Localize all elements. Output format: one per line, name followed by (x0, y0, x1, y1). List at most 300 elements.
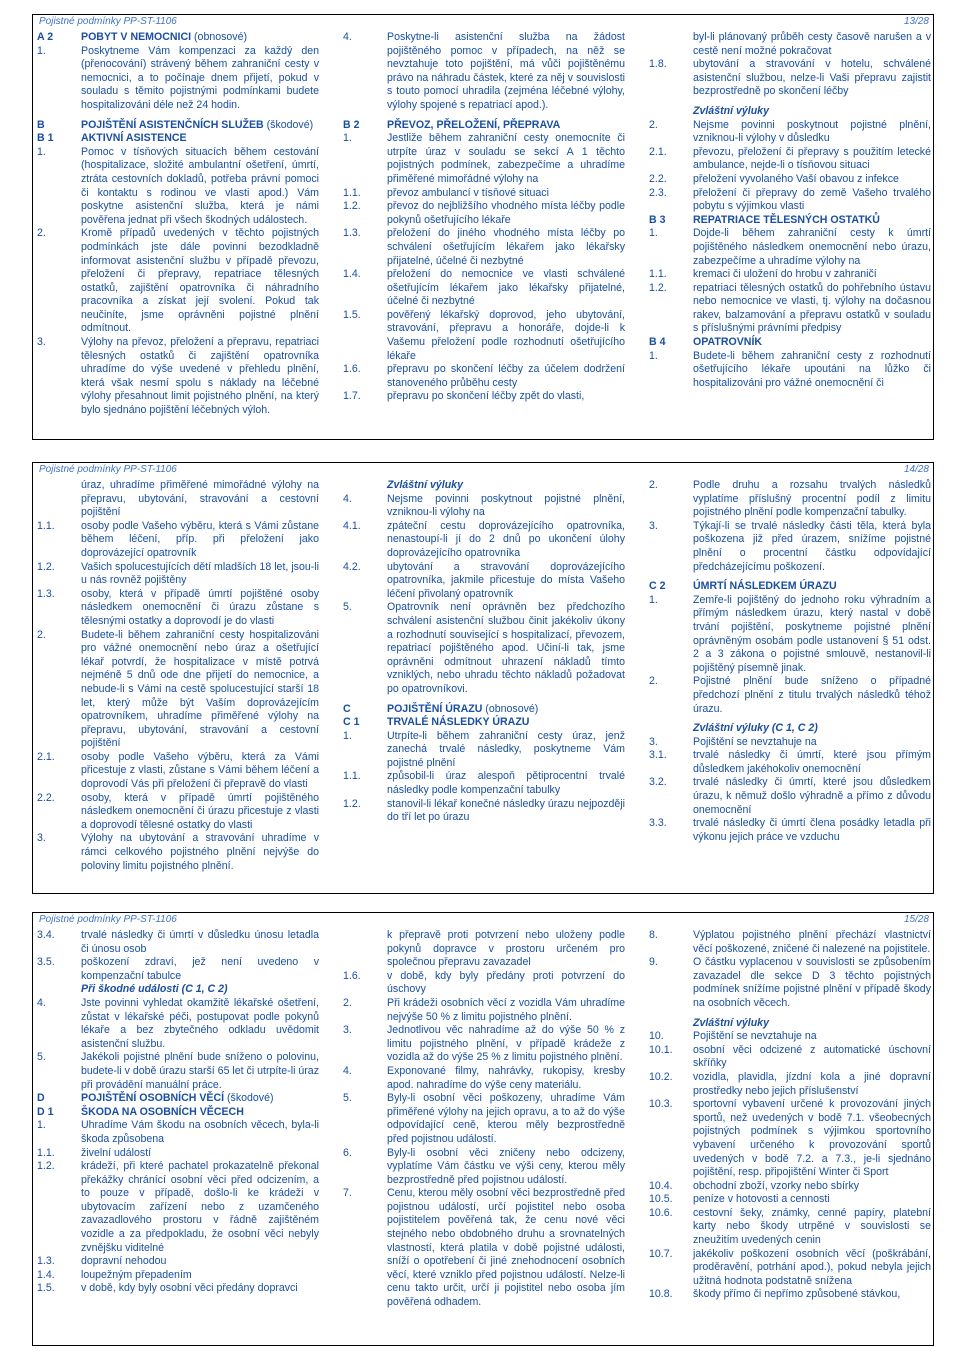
clause-text (387, 363, 625, 390)
clause-number: 4. (37, 996, 46, 1009)
clause-text (387, 479, 625, 493)
insurance-type-note: (škodové) (263, 118, 314, 131)
clause-text (693, 520, 931, 574)
clause-number: 1.3. (343, 227, 361, 240)
clause-text (387, 390, 625, 404)
clause-number: 1. (343, 729, 352, 742)
clause-text-main: Opatrovník není oprávněn bez předchozího schválení asistenční službou činit jakékoliv úkony a rozhodnutí související s hospitalizací, převozem, repatriací pojištěného apod. Učiní-li tak, jsme oprávněni odmítnout uhrazení nákladů tímto vzniklých, nebo uhradu těchto nákladů požadovat po opatrovníkovi. (387, 601, 625, 695)
clause (343, 520, 625, 561)
subsection-heading (649, 105, 931, 119)
clause (649, 1193, 931, 1207)
column-3 (649, 31, 931, 390)
page-header (33, 913, 933, 927)
clause-text-main: Dojde-li během zahraniční cesty k úmrtí pojištěného následkem onemocnění nebo úrazu, zabezpečíme a uhradíme výlohy na (693, 227, 931, 267)
clause (649, 58, 931, 99)
page-number: 14/28 (903, 464, 929, 475)
clause-number: 1. (649, 227, 658, 240)
clause-text-main: ŠKODA NA OSOBNÍCH VĚCECH (81, 1105, 244, 1118)
clause-text (693, 736, 931, 750)
clause-number: C 2 (649, 580, 666, 593)
clause-number: 1. (649, 349, 658, 362)
clause-text (693, 1017, 931, 1031)
clause-text-main: Pomoc v tísňových situacích během cestování (hospitalizace, složité ambulantní ošetření, úmrtí, ztráta cestovních dokladů, potřeba právní pomoci či kontaktu s rodinou ve vlasti apod.) Vám poskytne asistenční služba, která je námi pověřena jednat při všech škodných událostech. (81, 145, 319, 226)
clause-text (81, 132, 319, 146)
clause-number (649, 1017, 693, 1031)
clause-text-main: dopravní nehodou (81, 1255, 167, 1268)
clause-text-main: Pojištění se nevztahuje na (693, 735, 817, 748)
clause-text (693, 675, 931, 716)
clause-text (693, 1207, 931, 1248)
clause-text-main: zpáteční cestu doprovázejícího opatrovníka, nenastoupí-li jí do 2 dnů po ukončení úlohy doprovázejícího opatrovníka (387, 519, 625, 559)
clause-number: 1.1. (37, 1146, 55, 1159)
clause (37, 997, 319, 1051)
clause-number: 10.3. (649, 1098, 673, 1111)
clause-text (387, 1092, 625, 1146)
clause-text (387, 703, 625, 717)
clause-number: 1. (37, 145, 46, 158)
clause (343, 1187, 625, 1309)
clause-text (693, 1288, 931, 1302)
clause-text (693, 227, 931, 268)
clause (649, 31, 931, 58)
clause-text (693, 31, 931, 58)
clause-text-main: OPATROVNÍK (693, 336, 763, 349)
clause-text (387, 1065, 625, 1092)
clause-text-main: POBYT V NEMOCNICI (81, 31, 192, 43)
clause-number: 7. (343, 1187, 352, 1200)
clause-text (387, 309, 625, 363)
clause-text (693, 929, 931, 956)
clause-text (387, 132, 625, 186)
clause-number: 3.5. (37, 956, 55, 969)
clause-number: 3. (343, 1024, 352, 1037)
clause-text (387, 798, 625, 825)
clause-number: 4. (343, 31, 352, 43)
clause-text-main: Budete-li během zahraniční cesty z rozhodnutí ošetřujícího lékaře upoutáni na lůžko či hospitalizováni pro vážné onemocnění či (693, 349, 931, 389)
clause (343, 309, 625, 363)
clause-text-main: Byly-li osobní věci poškozeny, uhradíme Vám přiměřené výlohy na jejich opravu, a to až do výše odpovídající ceně, kterou měly bezprostředně před pojistnou událostí. (387, 1092, 625, 1145)
clause-number: 2. (343, 996, 352, 1009)
clause (343, 132, 625, 186)
column-3 (649, 929, 931, 1302)
clause-number: C 1 (343, 716, 360, 729)
clause-text-main: Zvláštní výluky (387, 479, 463, 491)
column-1 (37, 479, 319, 873)
clause (649, 173, 931, 187)
clause-text-main: Výlohy na ubytování a stravování uhradíme v rámci celkového pojistného plnění nejvýše do poloviny limitu pojistného plnění. (81, 832, 319, 872)
clause-number: B 1 (37, 132, 54, 145)
clause-text (387, 1187, 625, 1309)
clause-text (387, 31, 625, 113)
clause-number: B (37, 118, 45, 131)
clause-number: 1.2. (37, 1160, 55, 1173)
clause-text-main: trvalé následky či úmrtí, které jsou přímým důsledkem jakéhokoliv onemocnění (693, 749, 931, 775)
clause-text-main: loupežným přepadením (81, 1268, 192, 1281)
clause-text-main: kremaci či uložení do hrobu v zahraničí (693, 268, 877, 281)
clause (649, 817, 931, 844)
clause-text (693, 105, 931, 119)
clause (649, 268, 931, 282)
clause-text (693, 58, 931, 99)
clause-number: 1.5. (343, 308, 361, 321)
clause-text (81, 1119, 319, 1146)
clause (37, 1269, 319, 1283)
clause-text (81, 520, 319, 561)
clause (649, 146, 931, 173)
clause-text-main: k přepravě proti potvrzení nebo uloženy podle pokynů dopravce v prostoru určeném pro společnou přepravu zavazadel (387, 929, 625, 969)
clause (343, 31, 625, 113)
clause (37, 588, 319, 629)
clause-text (693, 594, 931, 676)
clause (37, 561, 319, 588)
clause-number: 1. (37, 1119, 46, 1132)
clause-number: 2. (649, 479, 658, 491)
clause-number: 3.4. (37, 929, 55, 941)
clause-text (81, 751, 319, 792)
column-2 (343, 479, 625, 825)
clause (343, 200, 625, 227)
clause-text (81, 1051, 319, 1092)
clause-text (693, 214, 931, 228)
clause-number: 1.3. (37, 587, 55, 600)
section-heading (649, 580, 931, 594)
clause-number: 1. (37, 44, 46, 57)
clause-number: 1.8. (649, 58, 667, 71)
clause-text-main: Podle druhu a rozsahu trvalých následků vyplatíme příslušný procentní podíl z limitu pojistného plnění podle kompenzační tabulky. (693, 479, 931, 519)
clause (649, 119, 931, 146)
clause-text-main: obchodní zboží, vzorky nebo sbírky (693, 1179, 860, 1192)
clause-number: 3.2. (649, 776, 667, 789)
page-header (33, 463, 933, 477)
clause-number (649, 722, 693, 736)
clause-number (343, 479, 387, 493)
clause-number: 10.4. (649, 1179, 673, 1192)
clause (343, 561, 625, 602)
clause-text-main: osobní věci odcizené z automatické úschovní skříňky (693, 1043, 931, 1070)
clause (649, 1030, 931, 1044)
clause-text-main: živelní událostí (81, 1146, 152, 1159)
clause-text (387, 187, 625, 201)
section-heading (37, 119, 319, 133)
clause-number: 1.7. (343, 390, 361, 403)
clause-number: D (37, 1092, 45, 1105)
clause-text-main: REPATRIACE TĚLESNÝCH OSTATKŮ (693, 213, 880, 226)
clause-text-main: Uhradíme Vám škodu na osobních věcech, byla-li škoda způsobena (81, 1119, 319, 1145)
clause-number: 1.2. (343, 797, 361, 810)
subsection-heading (649, 722, 931, 736)
clause (649, 736, 931, 750)
clause-number: 8. (649, 929, 658, 941)
clause-text (693, 336, 931, 350)
clause-text-main: osoby, která v případě úmrtí pojištěného následkem onemocnění či úrazu přicestuje z vlasti a doprovodí tělesné ostatky do vlasti (81, 791, 319, 831)
clause (649, 749, 931, 776)
clause-number: 10.1. (649, 1043, 673, 1056)
clause-text-main: Zvláštní výluky (693, 1016, 769, 1029)
clause-number: 4. (343, 1064, 352, 1077)
clause-text (693, 956, 931, 1010)
clause-text (81, 956, 319, 983)
column-2 (343, 929, 625, 1310)
clause-text (387, 929, 625, 970)
clause-text (387, 1147, 625, 1188)
clause-text (387, 997, 625, 1024)
clause-text (693, 1248, 931, 1289)
clause (37, 1119, 319, 1146)
clause-number: 1.2. (343, 200, 361, 213)
clause (649, 776, 931, 817)
clause (37, 45, 319, 113)
clause-text (693, 722, 931, 736)
insurance-type-note: (škodové) (224, 1092, 274, 1105)
clause-text-main: cestovní šeky, známky, cenné papíry, platební karty nebo škody utrpěné v souvislosti se zneužitím uvedených cenin (693, 1206, 931, 1247)
clause (649, 479, 931, 520)
clause-number: 9. (649, 956, 658, 969)
document-label: Pojistné podmínky PP-ST-1106 (39, 914, 177, 925)
clause-number: D 1 (37, 1105, 54, 1118)
page-number: 13/28 (903, 16, 929, 27)
clause-text (81, 1255, 319, 1269)
clause-number: 10.5. (649, 1193, 673, 1206)
clause (37, 146, 319, 228)
clause-text-main: TRVALÉ NÁSLEDKY ÚRAZU (387, 716, 530, 729)
clause-text (387, 1024, 625, 1065)
clause (37, 520, 319, 561)
clause-number: 2. (37, 628, 46, 641)
clause-number: 10.8. (649, 1288, 673, 1301)
clause-text (81, 227, 319, 336)
clause-text-main: trvalé následky či úmrtí v důsledku únosu letadla či únosu osob (81, 929, 319, 955)
clause-text (81, 146, 319, 228)
clause-text-main: převoz do nejbližšího vhodného místa léčby podle pokynů ošetřujícího lékaře (387, 200, 625, 226)
clause-text-main: Jestliže během zahraniční cesty onemocníte či utrpíte úraz v souladu se sekcí A 1 těchto pojistných podmínek, zabezpečíme a uhradíme přiměřené mimořádné výlohy na (387, 132, 625, 185)
insurance-type-note: (obnosové) (191, 31, 248, 43)
section-heading (37, 31, 319, 45)
clause (649, 1071, 931, 1098)
clause-number: 2.1. (37, 750, 55, 763)
clause-text (81, 1106, 319, 1120)
clause-text-main: převoz ambulancí v tísňové situaci (387, 186, 549, 199)
clause-text (81, 31, 319, 45)
clause-text (693, 1193, 931, 1207)
clause-text (81, 45, 319, 113)
clause (649, 956, 931, 1010)
clause-text-main: byl-li plánovaný průběh cesty časově narušen a v cestě není možné pokračovat (693, 31, 931, 57)
section-heading (37, 1106, 319, 1120)
subsection-heading (37, 983, 319, 997)
clause-text-main: Při krádeži osobních věcí z vozidla Vám uhradíme nejvýše 50 % z limitu pojistného plnění. (387, 996, 625, 1023)
clause-text-main: AKTIVNÍ ASISTENCE (81, 132, 187, 145)
clause (37, 336, 319, 418)
clause-text (693, 282, 931, 336)
clause-text-main: přeložení do jiného vhodného místa léčby po schválení ošetřujícím lékařem jako lékařsky přijatelné, účelné či nezbytné (387, 227, 625, 267)
clause-number: 5. (37, 1051, 46, 1064)
subsection-heading (649, 1017, 931, 1031)
clause (343, 493, 625, 520)
clause-text-main: Poskytneme Vám kompenzaci za každý den (přenocování) strávený během zahraniční cesty v nemocnici, a to počínaje dnem přijetí, pokud v souladu s těmito pojistnými podmínkami budete hospitalizováni déle než 24 hodin. (81, 44, 319, 111)
clause-number: 4.2. (343, 560, 361, 573)
clause (343, 730, 625, 771)
clause-text-main: krádeží, při které pachatel prokazatelně překonal překážky chránící osobní věci před odcizením, a to pouze v případě, došlo-li ke krádeži v ubytovacím zařízení nebo z uzamčeného zavazadlového prostoru v řádně zajištěném vozidle a za předpokladu, že osobní věci nebyly zvnějšku viditelné (81, 1160, 319, 1254)
clause (37, 227, 319, 336)
clause-number: 1.4. (343, 268, 361, 281)
insurance-type-note: (obnosové) (482, 702, 539, 715)
clause-text (81, 561, 319, 588)
clause-text-main: Při škodné události (C 1, C 2) (81, 983, 228, 996)
clause (649, 350, 931, 391)
clause (343, 970, 625, 997)
clause (649, 1288, 931, 1302)
clause (37, 832, 319, 873)
clause (343, 798, 625, 825)
clause-number: 10. (649, 1030, 664, 1043)
clause-text-main: Výplatou pojistného plnění přechází vlastnictví věcí poškozené, zničené či nalezené na pojistitele. (693, 929, 931, 955)
clause-number: 2. (37, 227, 46, 240)
clause (343, 1065, 625, 1092)
clause-text-main: osoby podle Vašeho výběru, která za Vámi přicestuje z vlasti, zůstane s Vámi během léčení a doprovodí Vás při přeložení či přepravě do vlasti (81, 750, 319, 791)
clause-text-main: Kromě případů uvedených v těchto pojistných podmínkách jste dále povinni bezodkladně informovat asistenční službu v případě převozu, přeložení či přepravy, repatriace tělesných ostatků, zajištění opatrovníka či náhradního pracovníka a získat její svolení. Pokud tak neučiníte, jsme oprávněni pojistné plnění odmítnout. (81, 227, 319, 335)
clause-text (81, 997, 319, 1051)
clause-number: 2. (649, 675, 658, 688)
page-15 (32, 912, 934, 1346)
clause-text-main: přepravu po skončení léčby za účelem dodržení stanoveného průběhu cesty (387, 363, 625, 389)
clause-number: B 3 (649, 213, 666, 226)
clause-number: 3.3. (649, 817, 667, 830)
clause (343, 227, 625, 268)
clause (649, 187, 931, 214)
clause (37, 629, 319, 751)
clause-text (693, 146, 931, 173)
clause-text (693, 1180, 931, 1194)
subsection-heading (343, 479, 625, 493)
clause-text (81, 983, 319, 997)
clause (37, 1282, 319, 1296)
clause-text (81, 1147, 319, 1161)
clause-number: 2. (649, 118, 658, 131)
clause-text-main: osoby podle Vašeho výběru, která s Vámi zůstane během léčení, příp. při přeložení jako doprovázející opatrovník (81, 519, 319, 559)
clause-text (81, 1269, 319, 1283)
clause (37, 792, 319, 833)
clause-text-main: škody přímo či nepřímo způsobené stávkou, (693, 1288, 901, 1301)
clause-text (387, 730, 625, 771)
clause-text-main: pověřený lékařský doprovod, jeho ubytování, stravování, přepravu a honoráře, dojde-li k Vašemu přeložení podle rozhodnutí ošetřujícího lékaře (387, 308, 625, 362)
clause-number: 10.2. (649, 1070, 673, 1083)
clause-text-main: přeložení do nemocnice ve vlasti schválené ošetřujícím lékařem jako lékařsky přijatelné, účelné či nezbytné (387, 268, 625, 308)
clause-text-main: Budete-li během zahraniční cesty hospitalizováni pro vážné onemocnění nebo úraz a ošetřující lékař potvrdí, že hospitalizace v místě potrvá nejméně 5 dnů ode dne přijetí do nemocnice, a nebude-li s Vámi na cestě spolucestující starší 18 let, který může být Vaším doprovázejícím opatrovníkem, uhradíme přiměřené výlohy na přepravu, ubytování, stravování a cestovní pojištění (81, 628, 319, 750)
clause (343, 770, 625, 797)
clause-number: 3.1. (649, 749, 667, 762)
clause (343, 363, 625, 390)
clause (343, 997, 625, 1024)
clause (37, 751, 319, 792)
clause-text-main: repatriaci tělesných ostatků do pohřebního ústavu nebo nemocnice ve vlasti, tj. výlohy na dočasnou rakev, balzamování a přepravu ostatků v souladu s příslušnými právními předpisy (693, 281, 931, 335)
clause-text (693, 776, 931, 817)
clause-text (81, 1092, 319, 1106)
clause-number: 1.2. (649, 281, 667, 294)
clause-number: 2.2. (649, 172, 667, 185)
clause-number (649, 105, 693, 119)
clause-text (693, 1030, 931, 1044)
clause-text (387, 227, 625, 268)
clause-number: 1.2. (37, 560, 55, 573)
clause-text (387, 601, 625, 696)
clause-text-main: ÚMRTÍ NÁSLEDKEM ÚRAZU (693, 580, 837, 593)
clause (37, 479, 319, 520)
page-number: 15/28 (903, 914, 929, 925)
clause-text (693, 173, 931, 187)
clause-text-main: Zvláštní výluky (693, 104, 769, 117)
clause-text (81, 119, 319, 133)
clause-number: 5. (343, 601, 352, 614)
clause-text-main: převozu, přeložení či přepravy s použitím letecké ambulance, nejde-li o tísňovou situaci (693, 145, 931, 172)
clause-text-main: trvalé následky či úmrtí člena posádky letadla při výkonu jejich práce ve vzduchu (693, 817, 931, 843)
column-1 (37, 929, 319, 1296)
clause-number: 1.1. (343, 770, 361, 783)
clause-text (693, 749, 931, 776)
clause-text (387, 561, 625, 602)
clause (343, 929, 625, 970)
section-heading (37, 132, 319, 146)
clause-number: 1.6. (343, 969, 361, 982)
clause (37, 1147, 319, 1161)
clause-text-main: Pojištění se nevztahuje na (693, 1030, 817, 1043)
clause-text (387, 770, 625, 797)
clause-number: 10.7. (649, 1247, 673, 1260)
clause-text-main: přeložení vyvolaného Vaší obavou z infekce (693, 172, 899, 185)
clause (343, 1147, 625, 1188)
clause-number: B 2 (343, 118, 360, 131)
clause-text-main: Byly-li osobní věci zničeny nebo odcizeny, vyplatíme Vám částku ve výši ceny, kterou měly bezprostředně před pojistnou událostí. (387, 1146, 625, 1186)
section-heading (343, 119, 625, 133)
section-heading (343, 703, 625, 717)
clause-text (693, 817, 931, 844)
clause-text-main: přepravu po skončení léčby zpět do vlasti, (387, 390, 585, 403)
clause (649, 675, 931, 716)
clause-number: 2.1. (649, 145, 667, 158)
column-3 (649, 479, 931, 844)
clause-text (387, 520, 625, 561)
clause (649, 520, 931, 574)
document-label: Pojistné podmínky PP-ST-1106 (39, 464, 177, 475)
clause-text (387, 970, 625, 997)
column-1 (37, 31, 319, 418)
clause (649, 1248, 931, 1289)
clause (649, 929, 931, 956)
clause-text (81, 1282, 319, 1296)
clause-text-main: Exponované filmy, nahrávky, rukopisy, kresby apod. nahradíme do výše ceny materiálu. (387, 1064, 625, 1091)
clause-number (343, 929, 387, 970)
clause-text-main: vozidla, plavidla, jízdní kola a jiné dopravní prostředky nebo jejich příslušenství (693, 1070, 931, 1097)
clause-text-main: osoby, která v případě úmrtí pojištěné osoby následkem onemocnění či úrazu zůstane s tělesnými ostatky a doprovodí je do vlasti (81, 587, 319, 627)
clause-text (81, 479, 319, 520)
clause-text-main: sportovní vybavení určené k provozování jiných sportů, než uvedených v bodě 7.1. všeobecných pojistných podmínek s výjimkou sportovního vybavení určeného k provozování sportů uvedených v bodě 7.2. a 7.3., je-li sjednáno pojištění, resp. připojištění Winter či Sport (693, 1098, 931, 1179)
clause-number: 5. (343, 1092, 352, 1105)
clause-text-main: Utrpíte-li během zahraniční cesty úraz, jenž zanechá trvalé následky, poskytneme Vám pojistné plnění (387, 729, 625, 769)
clause-text (693, 187, 931, 214)
clause-number (649, 31, 693, 58)
clause-number: 3. (37, 336, 46, 349)
clause-number (37, 983, 81, 997)
clause-text (387, 119, 625, 133)
page-14 (32, 462, 934, 894)
clause-text-main: ubytování a stravování v hotelu, schválené asistenční službou, nelze-li Vaši přepravu zajistit bezprostředně po skončení léčby (693, 58, 931, 98)
clause-number: C (343, 702, 351, 715)
clause (649, 1180, 931, 1194)
clause-number: 6. (343, 1146, 352, 1159)
clause-text-main: POJIŠTĚNÍ ÚRAZU (387, 702, 483, 715)
clause (343, 187, 625, 201)
clause-number: 1.6. (343, 363, 361, 376)
clause-text-main: Nejsme povinni poskytnout pojistné plnění, vzniknou-li výlohy v důsledku (693, 118, 931, 145)
